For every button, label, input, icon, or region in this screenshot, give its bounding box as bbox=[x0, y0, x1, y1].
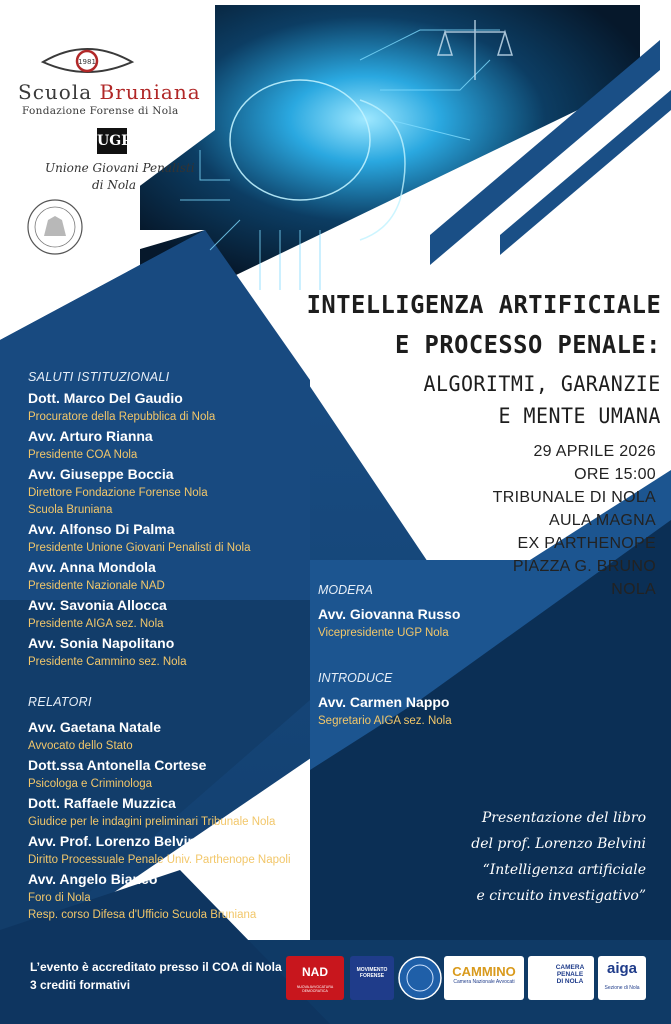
saluti-role-1: Presidente COA Nola bbox=[28, 449, 138, 461]
modera-name: Avv. Giovanna Russo bbox=[318, 606, 461, 622]
saluti-name-2: Avv. Giuseppe Boccia bbox=[28, 466, 174, 482]
saluti-role-6: Presidente Cammino sez. Nola bbox=[28, 656, 187, 668]
logo-name-b: Bruniana bbox=[99, 80, 201, 104]
event-time: ORE 15:00 bbox=[574, 466, 656, 483]
ugp-line1: Unione Giovani Penalisti bbox=[45, 161, 195, 175]
relatori-role-4b: Resp. corso Difesa d'Ufficio Scuola Bruniana bbox=[28, 909, 257, 921]
logo-name-a: Scuola bbox=[18, 80, 100, 104]
relatori-role-4: Foro di Nola bbox=[28, 892, 91, 904]
relatori-heading: RELATORI bbox=[28, 695, 92, 709]
relatori-role-2: Giudice per le indagini preliminari Tribunale Nola bbox=[28, 816, 276, 828]
saluti-name-1: Avv. Arturo Rianna bbox=[28, 428, 153, 444]
book-line-3: “Intelligenza artificiale bbox=[482, 862, 646, 878]
round-seal-icon bbox=[398, 956, 442, 1000]
saluti-role-2: Direttore Fondazione Forense Nola bbox=[28, 487, 208, 499]
title-line-1: INTELLIGENZA ARTIFICIALE bbox=[306, 290, 661, 319]
event-city: NOLA bbox=[611, 581, 656, 598]
nad-logo-text: NAD bbox=[302, 965, 328, 979]
coa-seal-icon bbox=[26, 198, 84, 256]
event-address: PIAZZA G. BRUNO bbox=[512, 558, 656, 575]
introduce-heading: INTRODUCE bbox=[318, 671, 393, 685]
movimento-l2: FORENSE bbox=[359, 973, 385, 979]
modera-heading: MODERA bbox=[318, 583, 373, 597]
relatori-role-0: Avvocato dello Stato bbox=[28, 740, 133, 752]
title-line-3: ALGORITMI, GARANZIE bbox=[423, 372, 661, 396]
saluti-name-6: Avv. Sonia Napolitano bbox=[28, 635, 175, 651]
relatori-name-1: Dott.ssa Antonella Cortese bbox=[28, 757, 207, 773]
camera-penale-l2: PENALE bbox=[556, 971, 584, 978]
saluti-name-5: Avv. Savonia Allocca bbox=[28, 597, 167, 613]
camera-penale-logo bbox=[528, 956, 594, 1000]
relatori-role-3: Diritto Processuale Penale Univ. Parthenope Napoli bbox=[28, 854, 291, 866]
modera-role: Vicepresidente UGP Nola bbox=[318, 627, 449, 639]
event-venue-1: TRIBUNALE DI NOLA bbox=[492, 489, 656, 506]
event-date: 29 APRILE 2026 bbox=[533, 443, 656, 460]
relatori-name-3: Avv. Prof. Lorenzo Belvini bbox=[28, 833, 200, 849]
event-venue-3: EX PARTHENOPE bbox=[517, 535, 656, 552]
movimento-l1: MOVIMENTO bbox=[356, 967, 388, 973]
camera-penale-l1: CAMERA bbox=[555, 964, 585, 971]
saluti-heading: SALUTI ISTITUZIONALI bbox=[28, 370, 170, 384]
introduce-role: Segretario AIGA sez. Nola bbox=[318, 715, 452, 727]
book-line-1: Presentazione del libro bbox=[481, 810, 646, 826]
camera-penale-l3: DI NOLA bbox=[556, 978, 584, 985]
event-venue-2: AULA MAGNA bbox=[548, 512, 656, 529]
cammino-logo-sub: Camera Nazionale Avvocati bbox=[453, 979, 515, 985]
saluti-name-4: Avv. Anna Mondola bbox=[28, 559, 156, 575]
accreditation-line-1: L’evento è accreditato presso il COA di Nola bbox=[30, 960, 282, 974]
relatori-name-4: Avv. Angelo Bianco bbox=[28, 871, 158, 887]
relatori-name-2: Dott. Raffaele Muzzica bbox=[28, 795, 176, 811]
saluti-name-3: Avv. Alfonso Di Palma bbox=[28, 521, 175, 537]
accreditation-line-2: 3 crediti formativi bbox=[30, 978, 131, 992]
title-line-4: E MENTE UMANA bbox=[498, 404, 661, 428]
scuola-bruniana-name bbox=[18, 80, 201, 104]
relatori-role-1: Psicologa e Criminologa bbox=[28, 778, 153, 790]
logo-year: 1981 bbox=[78, 58, 96, 66]
title-line-2: E PROCESSO PENALE: bbox=[395, 330, 661, 359]
saluti-role-3: Presidente Unione Giovani Penalisti di Nola bbox=[28, 542, 251, 554]
book-line-4: e circuito investigativo” bbox=[476, 888, 646, 904]
cammino-logo bbox=[444, 956, 524, 1000]
movimento-forense-logo bbox=[350, 956, 394, 1000]
eye-logo-icon bbox=[40, 42, 135, 80]
introduce-name: Avv. Carmen Nappo bbox=[318, 694, 450, 710]
relatori-name-0: Avv. Gaetana Natale bbox=[28, 719, 162, 735]
saluti-role-5: Presidente AIGA sez. Nola bbox=[28, 618, 164, 630]
ugp-line2: di Nola bbox=[92, 178, 137, 192]
aiga-logo bbox=[598, 956, 646, 1000]
scuola-bruniana-subtitle: Fondazione Forense di Nola bbox=[22, 105, 179, 117]
cammino-logo-text: CAMMINO bbox=[452, 964, 516, 979]
nad-logo-sub: NUOVA AVVOCATURA DEMOCRATICA bbox=[296, 985, 334, 993]
saluti-name-0: Dott. Marco Del Gaudio bbox=[28, 390, 183, 406]
saluti-role-4: Presidente Nazionale NAD bbox=[28, 580, 165, 592]
aiga-logo-sub: Sezione di Nola bbox=[604, 985, 640, 991]
saluti-role-2b: Scuola Bruniana bbox=[28, 504, 113, 516]
nad-logo bbox=[286, 956, 344, 1000]
ugp-logo-icon: UGP bbox=[97, 128, 127, 154]
saluti-role-0: Procuratore della Repubblica di Nola bbox=[28, 411, 216, 423]
book-line-2: del prof. Lorenzo Belvini bbox=[471, 836, 646, 852]
aiga-logo-text: aiga bbox=[606, 960, 637, 977]
